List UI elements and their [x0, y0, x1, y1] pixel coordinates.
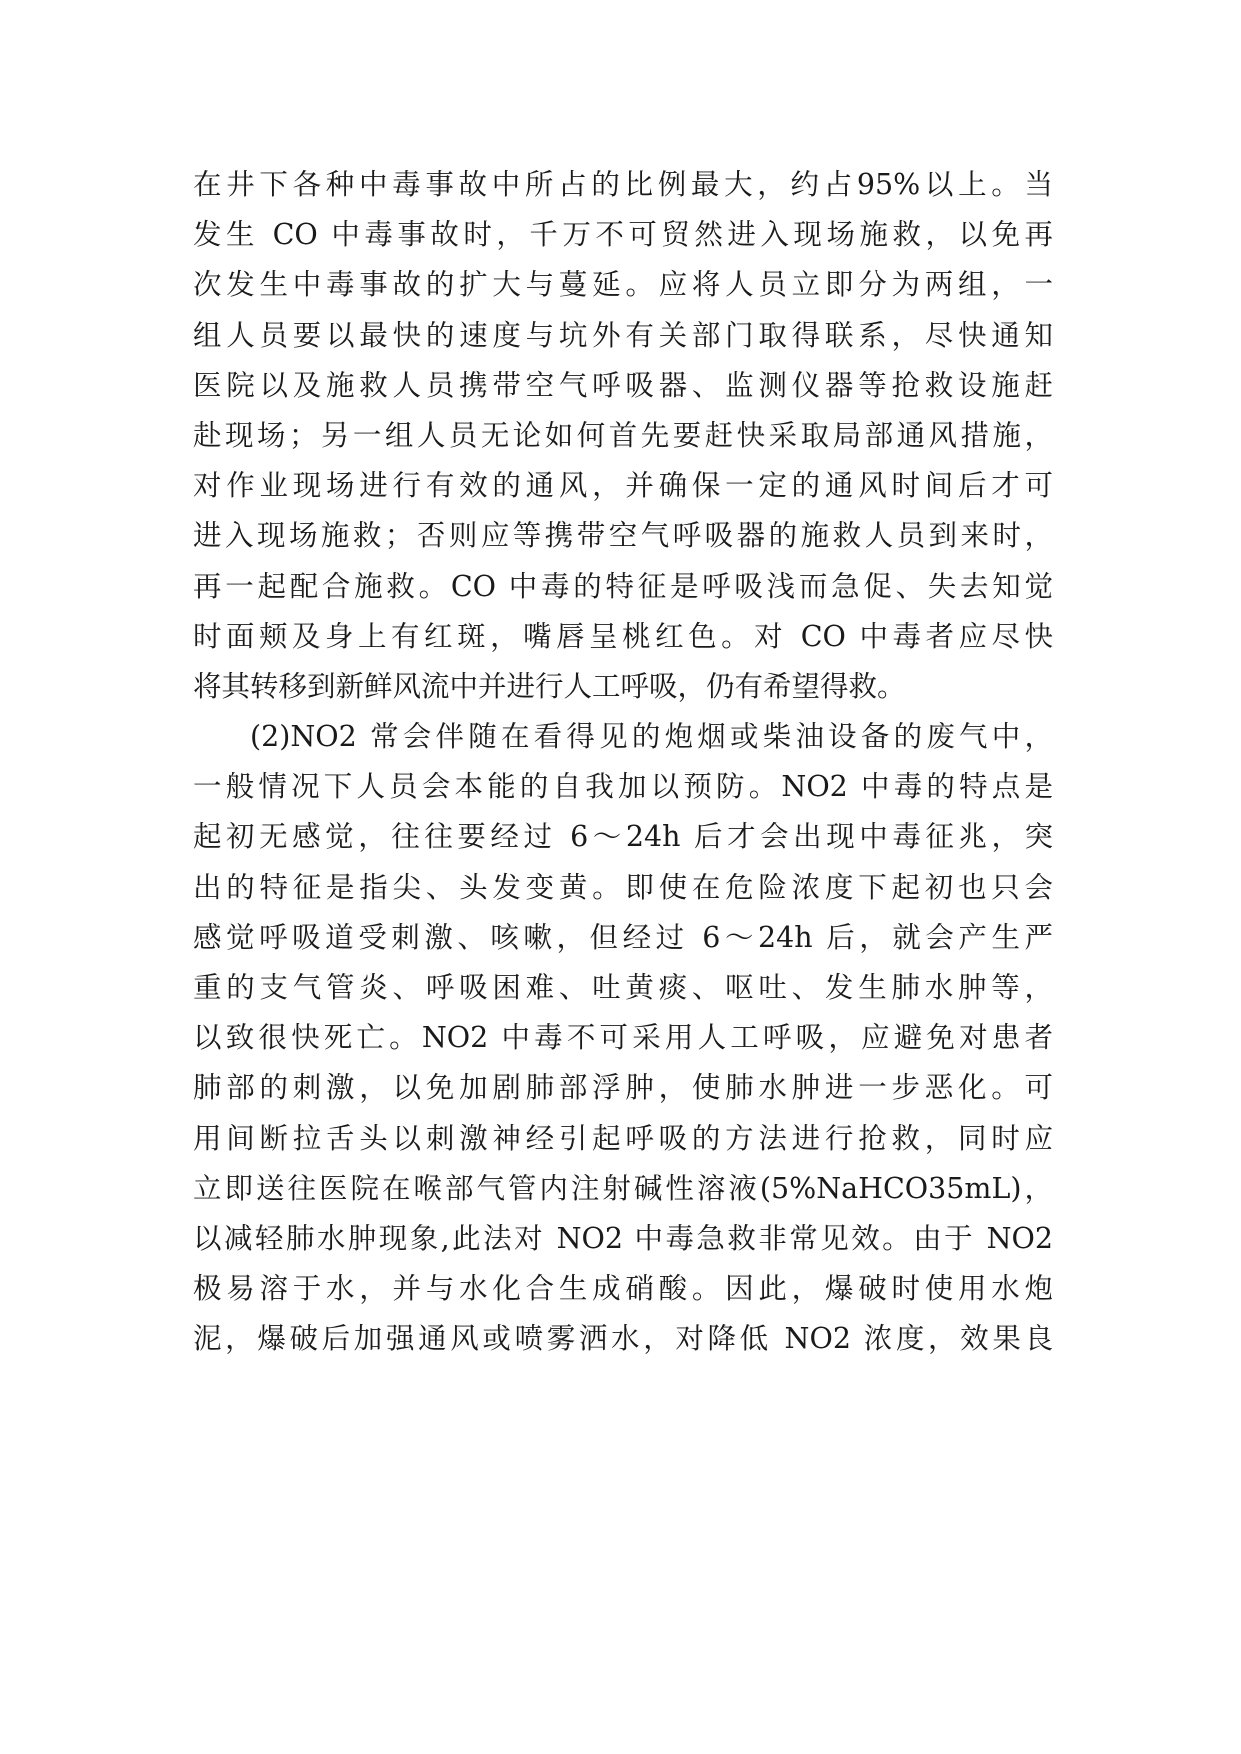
text-line: 立即送往医院在喉部气管内注射碱性溶液(5%NaHCO35mL)，	[193, 1171, 1053, 1205]
text-line: 极易溶于水，并与水化合生成硝酸。因此，爆破时使用水炮	[193, 1272, 1053, 1306]
text-line: 再一起配合施救。CO 中毒的特征是呼吸浅而急促、失去知觉	[193, 569, 1053, 603]
text-line: 泥，爆破后加强通风或喷雾洒水，对降低 NO2 浓度，效果良	[193, 1322, 1053, 1356]
text-line: 用间断拉舌头以刺激神经引起呼吸的方法进行抢救，同时应	[193, 1121, 1053, 1155]
text-line: 出的特征是指尖、头发变黄。即使在危险浓度下起初也只会	[193, 870, 1053, 904]
text-line: 组人员要以最快的速度与坑外有关部门取得联系，尽快通知	[193, 318, 1053, 352]
text-line-first-indented: (2)NO2 常会伴随在看得见的炮烟或柴油设备的废气中，	[250, 720, 1053, 754]
text-line: 在井下各种中毒事故中所占的比例最大，约占95%以上。当	[193, 168, 1053, 201]
text-line: 对作业现场进行有效的通风，并确保一定的通风时间后才可	[193, 469, 1053, 503]
text-line: 以致很快死亡。NO2 中毒不可采用人工呼吸，应避免对患者	[193, 1021, 1053, 1055]
text-line: 将其转移到新鲜风流中并进行人工呼吸，仍有希望得救。	[193, 669, 906, 703]
text-line: 次发生中毒事故的扩大与蔓延。应将人员立即分为两组，一	[193, 268, 1053, 302]
text-line: 以减轻肺水肿现象,此法对 NO2 中毒急救非常见效。由于 NO2	[193, 1221, 1053, 1255]
text-line: 重的支气管炎、呼吸困难、吐黄痰、呕吐、发生肺水肿等，	[193, 971, 1053, 1004]
paragraph-co-poisoning	[193, 160, 1053, 712]
text-line: 感觉呼吸道受刺激、咳嗽，但经过 6～24h 后，就会产生严	[193, 920, 1053, 954]
text-line: 起初无感觉，往往要经过 6～24h 后才会出现中毒征兆，突	[193, 820, 1053, 854]
text-line: 肺部的刺激，以免加剧肺部浮肿，使肺水肿进一步恶化。可	[193, 1071, 1053, 1105]
text-line: 时面颊及身上有红斑，嘴唇呈桃红色。对 CO 中毒者应尽快	[193, 619, 1053, 653]
body-text	[193, 160, 1053, 1365]
text-line: 进入现场施救；否则应等携带空气呼吸器的施救人员到来时，	[193, 519, 1053, 553]
text-line: 一般情况下人员会本能的自我加以预防。NO2 中毒的特点是	[193, 770, 1053, 804]
text-line: 发生 CO 中毒事故时，千万不可贸然进入现场施救，以免再	[193, 218, 1053, 252]
paragraph-no2-poisoning	[193, 712, 1053, 1364]
text-line: 赴现场；另一组人员无论如何首先要赶快采取局部通风措施，	[193, 418, 1053, 452]
text-line: 医院以及施救人员携带空气呼吸器、监测仪器等抢救设施赶	[193, 368, 1053, 402]
